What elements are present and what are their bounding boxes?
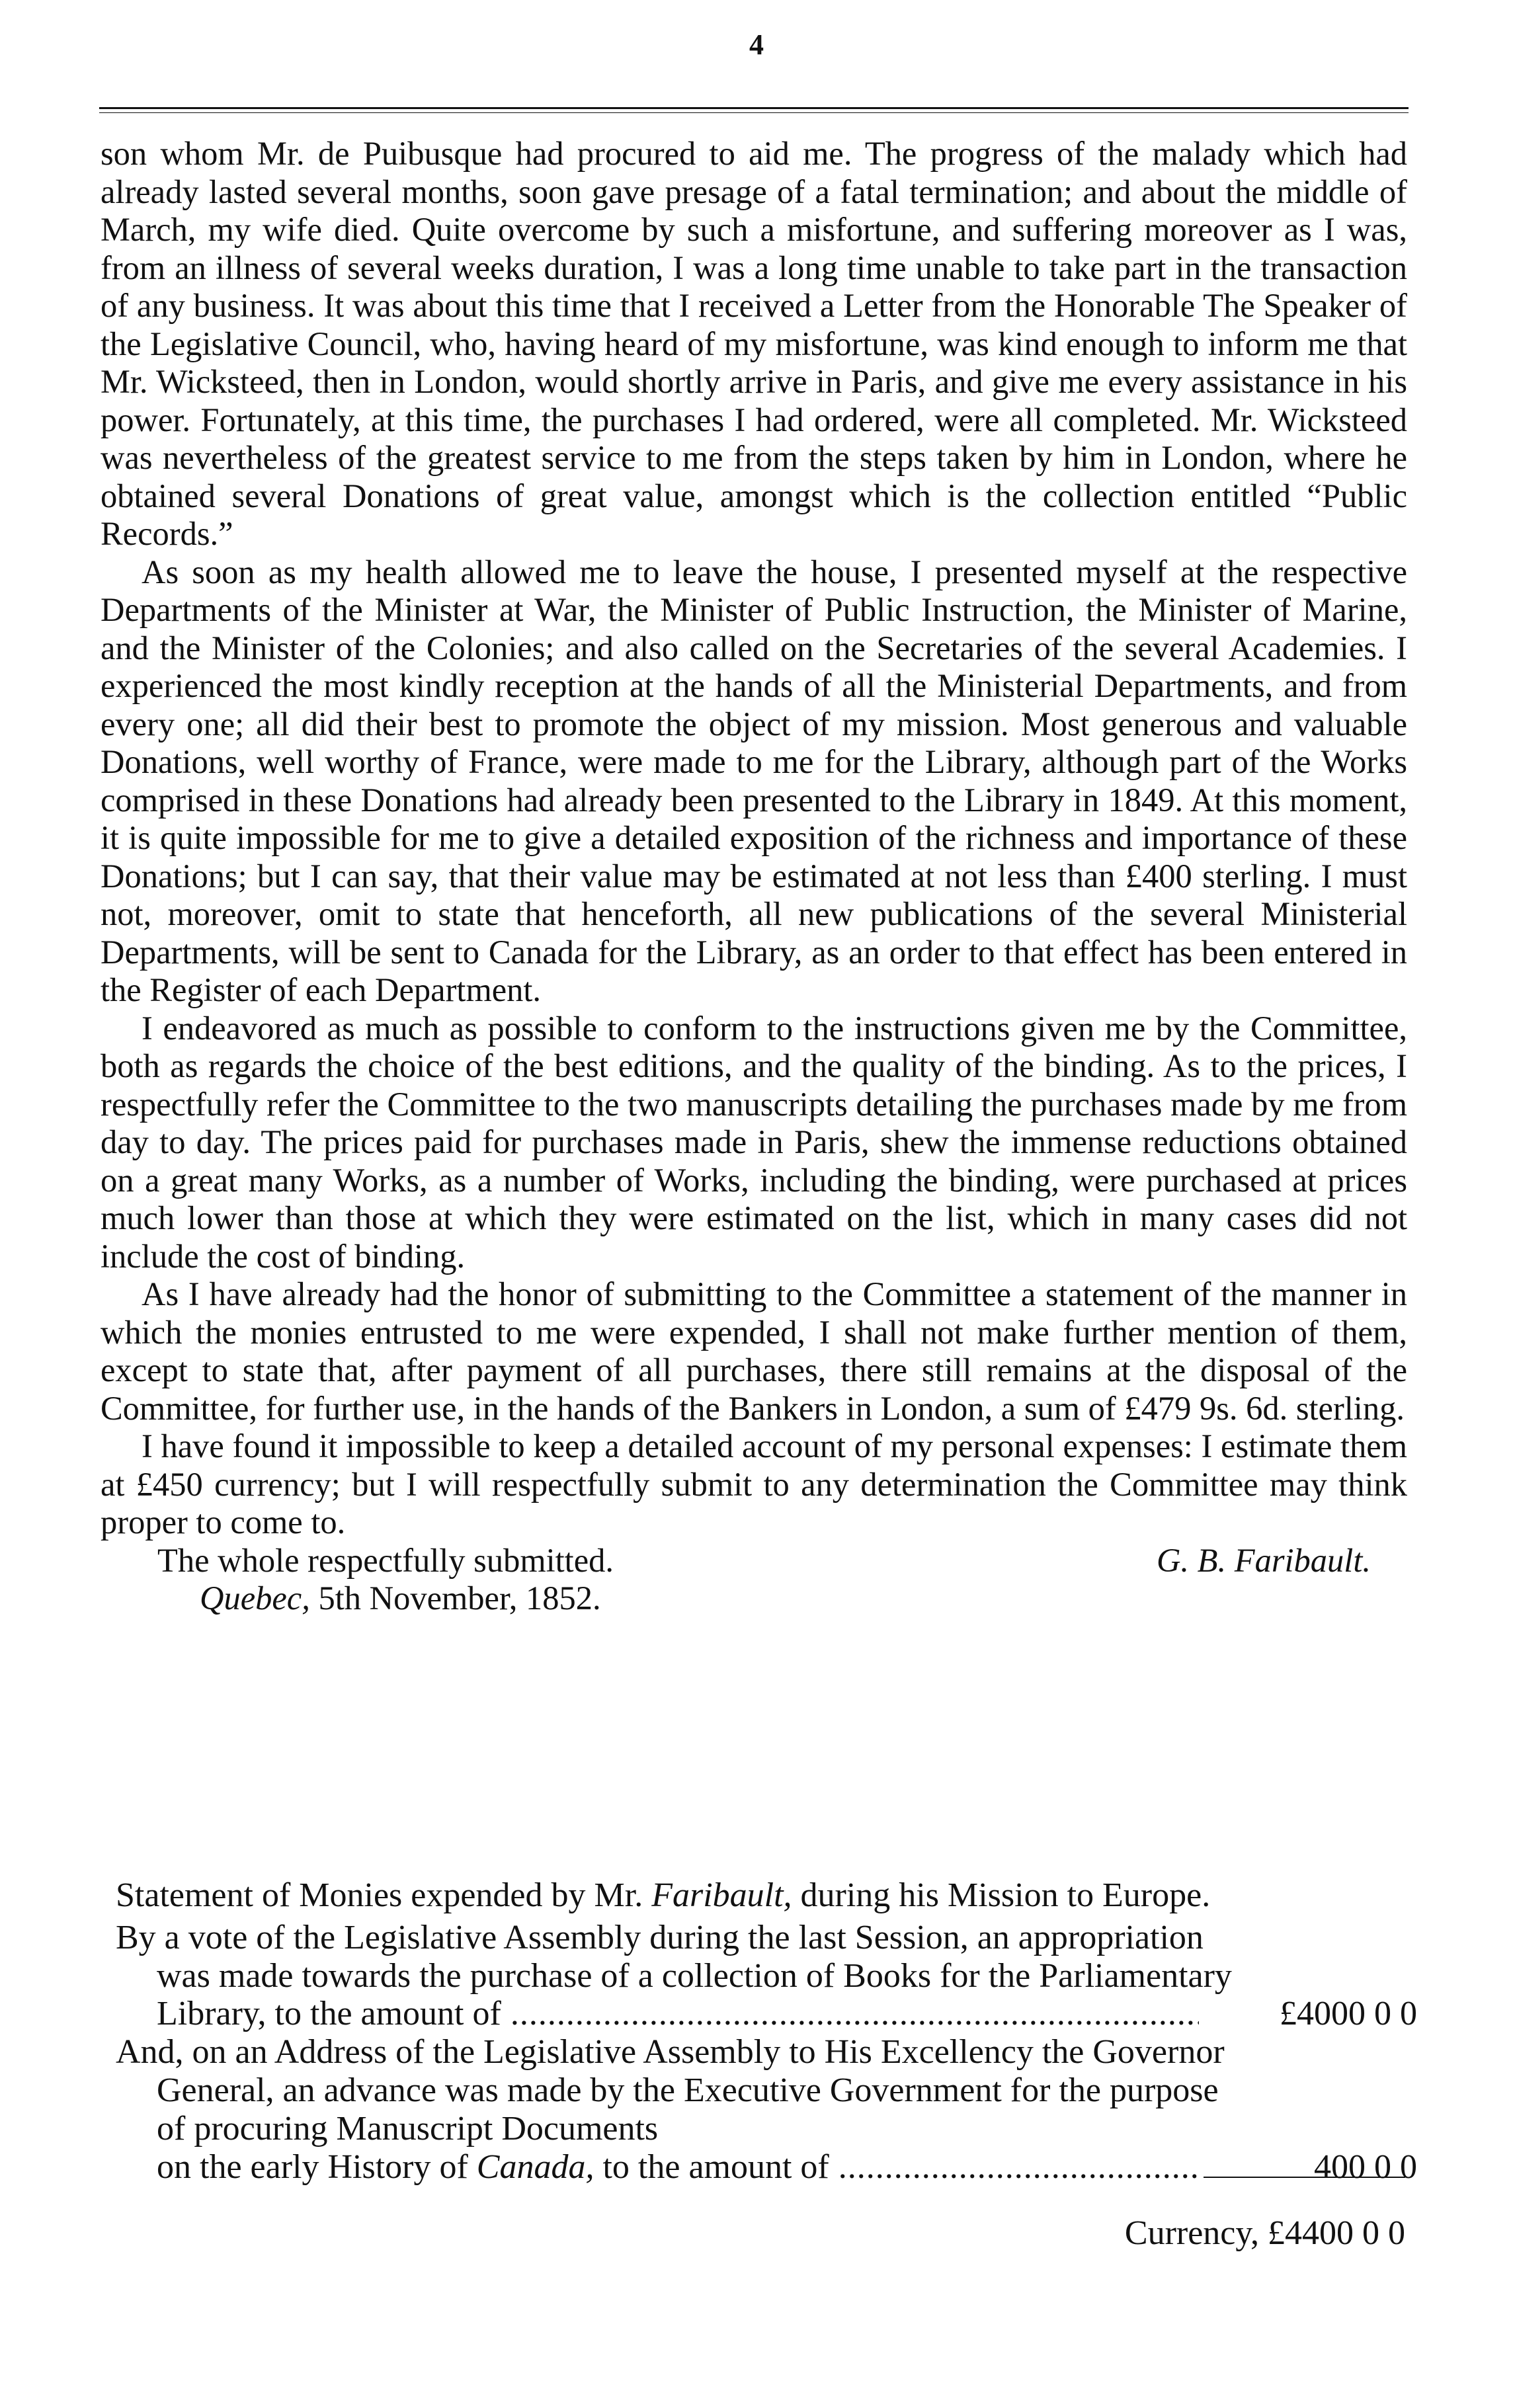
total-label: Currency, bbox=[1124, 2214, 1259, 2252]
statement-title-prefix: Statement of Monies expended by Mr. bbox=[116, 1876, 643, 1914]
date: 5th November, 1852. bbox=[318, 1580, 601, 1617]
entry-2-lead bbox=[157, 2148, 1199, 2187]
entry-1-text: By a vote of the Legislative Assembly during the last Session, an appropriation was made towards the purchase of a collection of Books for the Parliamentary bbox=[116, 1918, 1232, 1995]
entry-2-lead-suffix: to the amount of bbox=[602, 2147, 829, 2186]
header-rule bbox=[99, 107, 1409, 109]
statement-entry-1 bbox=[116, 1919, 1417, 2033]
place: Quebec, bbox=[200, 1580, 310, 1617]
paragraph-5: I have found it impossible to keep a detailed account of my personal expenses: I estimate them at £450 currency; but I will respectfully submit to any determination the Committee may think proper to come to. bbox=[101, 1427, 1407, 1541]
entry-1-last-line bbox=[116, 1995, 1417, 2033]
statement-title-name: Faribault, bbox=[651, 1876, 792, 1914]
entry-1-amount: £4000 0 0 bbox=[1280, 1995, 1417, 2033]
paragraph-4: As I have already had the honor of submitting to the Committee a statement of the manner in which the monies entrusted to me were expended, I shall not make further mention of them, except to state that, after payment of all purchases, there still remains at the disposal of the Committee, for further use, in the hands of the Bankers in London, a sum of £479 9s. 6d. sterling. bbox=[101, 1275, 1407, 1427]
entry-2-text: And, on an Address of the Legislative Assembly to His Excellency the Governor General, an advance was made by the Executive Government for the purpose of procuring Manuscript Documents bbox=[116, 2033, 1225, 2147]
header-rule-thin bbox=[99, 112, 1409, 113]
entry-2-lead-prefix: on the early History of bbox=[157, 2147, 468, 2186]
entry-2-amount: 400 0 0 bbox=[1314, 2147, 1417, 2186]
entry-1-lead: Library, to the amount of ..... bbox=[157, 1995, 1199, 2033]
entry-2-lead-place: Canada, bbox=[476, 2147, 594, 2186]
paragraph-2: As soon as my health allowed me to leave the house, I presented myself at the respective Departments of the Minister at War, the Minister of Public Instruction, the Minister of Marine, and the Minister of the Colonies; and also called on the Secretaries of the several Academies. I experienced the most kindly reception at the hands of all the Ministerial Departments, and from every one; all did their best to promote the object of my mission. Most generous and valuable Donations, well worthy of France, were made to me for the Library, although part of the Works comprised in these Donations had already been presented to the Library in 1849. At this moment, it is quite impossible for me to give a detailed exposition of the richness and importance of these Donations; but I can say, that their value may be estimated at not less than £400 sterling. I must not, moreover, omit to state that henceforth, all new publications of the several Ministerial Departments, will be sent to Canada for the Library, as an order to that effect has been entered in the Register of each Department. bbox=[101, 553, 1407, 1008]
page-number: 4 bbox=[749, 28, 764, 61]
entry-2-last-line bbox=[116, 2148, 1417, 2187]
paragraph-3: I endeavored as much as possible to conform to the instructions given me by the Committee, both as regards the choice of the best editions, and the quality of the binding. As to the prices, I respectfully refer the Committee to the two manuscripts detailing the purchases made by me from day to day. The prices paid for purchases made in Paris, shew the immense reductions obtained on a great many Works, as a number of Works, including the binding, were purchased at prices much lower than those at which they were estimated on the list, which in many cases did not include the cost of binding. bbox=[101, 1009, 1407, 1275]
closing-text: The whole respectfully submitted. bbox=[157, 1541, 614, 1579]
total-amount: £4400 0 0 bbox=[1268, 2214, 1405, 2252]
paragraph-1: son whom Mr. de Puibusque had procured to aid me. The progress of the malady which had already lasted several months, soon gave presage of a fatal termination; and about the middle of March, my wife died. Quite overcome by such a misfortune, and suffering moreover as I was, from an illness of several weeks duration, I was a long time unable to take part in the transaction of any business. It was about this time that I received a Letter from the Honorable The Speaker of the Legislative Council, who, having heard of my misfortune, was kind enough to inform me that Mr. Wicksteed, then in London, would shortly arrive in Paris, and give me every assistance in his power. Fortunately, at this time, the purchases I had ordered, were all completed. Mr. Wicksteed was nevertheless of the greatest service to me from the steps taken by him in London, where he obtained several Donations of great value, amongst which is the collection entitled “Public Records.” bbox=[101, 135, 1407, 552]
sum-rule bbox=[1204, 2177, 1405, 2178]
signature: G. B. Faribault. bbox=[1156, 1541, 1371, 1579]
signature-line bbox=[101, 1542, 1407, 1580]
report-body bbox=[101, 135, 1407, 1618]
statement-title bbox=[116, 1876, 1417, 1915]
statement-of-monies bbox=[116, 1876, 1417, 2186]
statement-title-suffix: during his Mission to Europe. bbox=[800, 1876, 1211, 1914]
statement-entry-2 bbox=[116, 2033, 1417, 2186]
total-line bbox=[794, 2214, 1405, 2253]
date-line bbox=[101, 1580, 1407, 1618]
